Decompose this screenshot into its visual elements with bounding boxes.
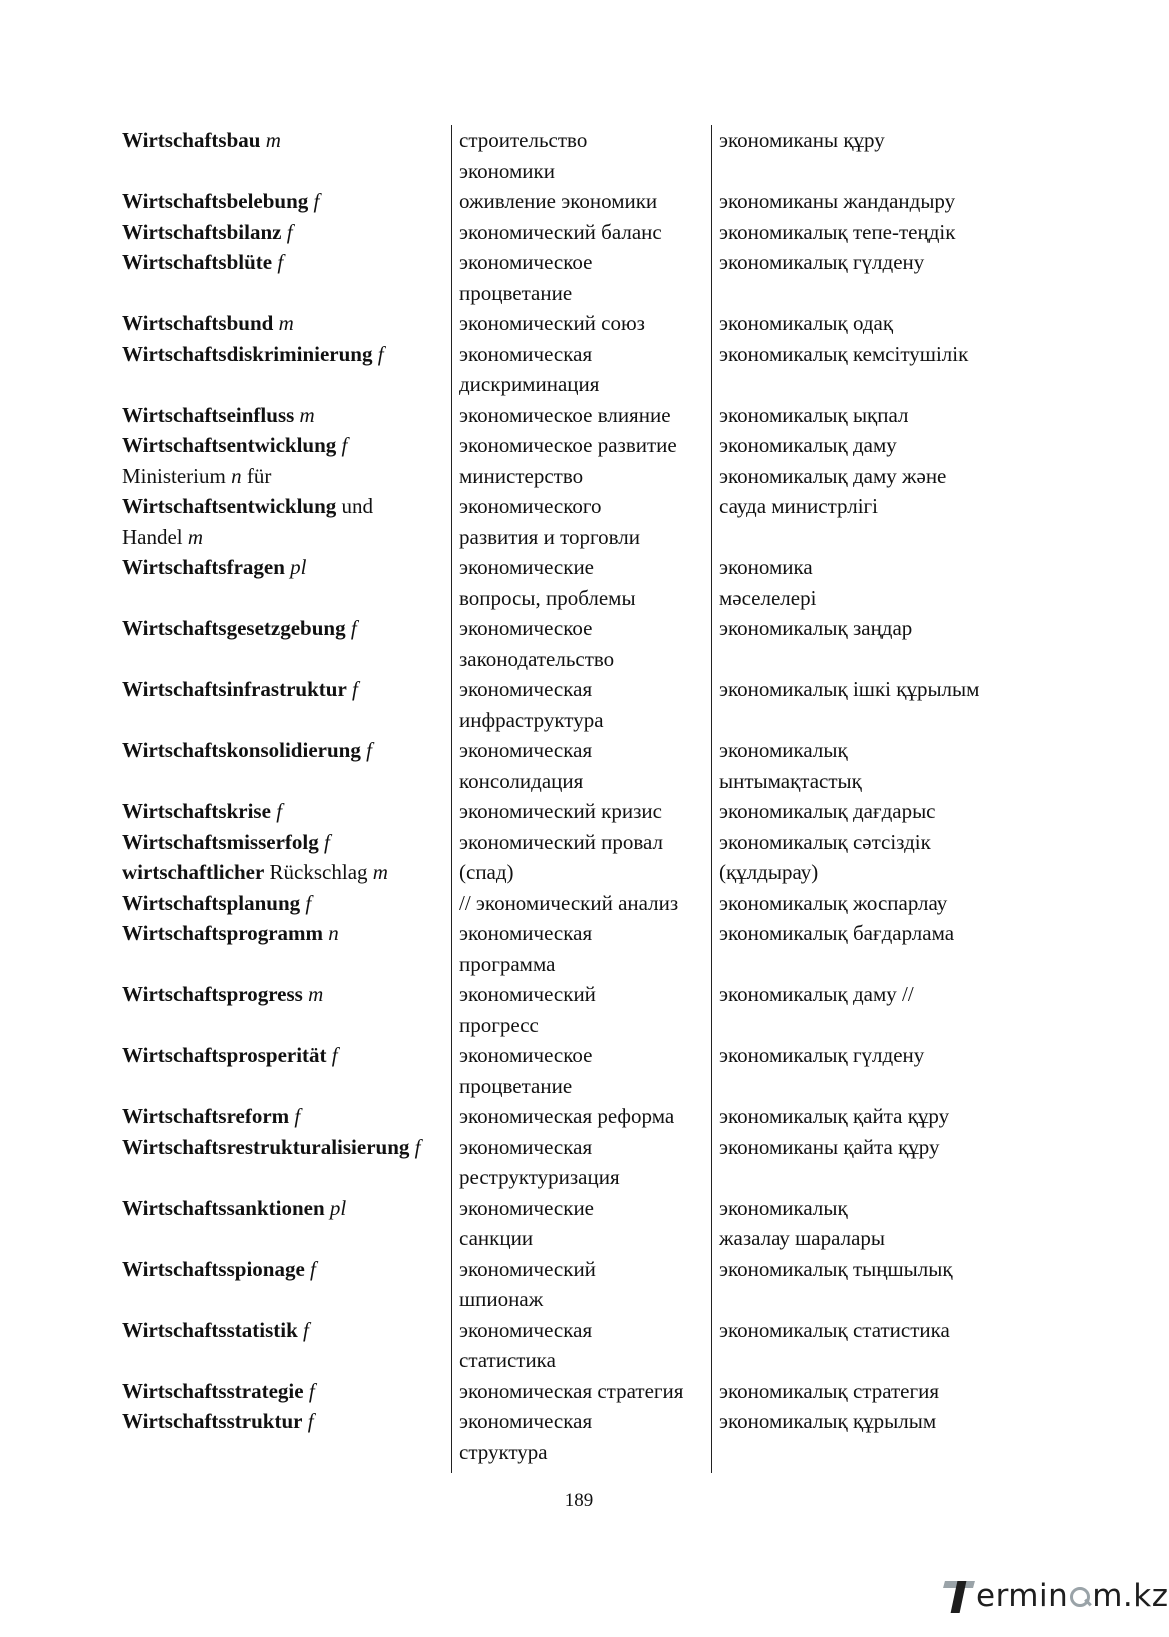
term-line [122,735,372,766]
kazakh-translation [719,552,816,613]
termincom-logo[interactable] [944,1574,1169,1618]
grammatical-gender: f [372,341,384,366]
translation-line: экономиканы құру [719,128,885,152]
term-line [122,857,388,888]
kazakh-translation [719,674,979,705]
term-line [122,1193,346,1224]
term-text: Wirtschaftsprosperität [122,1043,327,1067]
translation-line: экономикалық одақ [719,311,894,335]
russian-translation [459,461,640,553]
grammatical-gender: n [323,921,339,945]
term-text: Wirtschaftsblüte [122,250,273,274]
kazakh-translation [719,979,914,1010]
german-term [122,186,319,217]
kazakh-translation [719,308,893,339]
russian-translation [459,796,662,827]
table-row [0,674,1158,735]
kazakh-translation [719,339,968,370]
translation-line: экономическая реформа [459,1104,675,1128]
term-text: wirtschaftlicher [122,860,265,884]
table-row [0,339,1158,400]
term-line [122,796,282,827]
term-text: Wirtschaftsfragen [122,555,285,579]
table-row [0,735,1158,796]
kazakh-translation [719,1376,939,1407]
german-term [122,1040,338,1071]
grammatical-gender: m [260,128,281,152]
grammatical-gender: f [318,829,330,854]
translation-line: шпионаж [459,1287,544,1311]
grammatical-gender: m [302,982,324,1006]
russian-translation [459,827,663,888]
translation-line: экономическая стратегия [459,1378,684,1403]
table-row [0,1132,1158,1193]
german-term [122,979,323,1010]
term-line [122,1406,314,1437]
grammatical-gender: f [360,738,372,762]
kazakh-translation [719,186,955,217]
term-text: Wirtschaftsrestrukturalisierung [122,1134,410,1159]
kazakh-translation [719,1315,950,1346]
grammatical-gender: f [270,799,283,823]
table-row [0,827,1158,888]
translation-line: экономикалық [719,738,848,762]
translation-line: экономический [459,982,596,1006]
term-line [122,918,339,949]
translation-line: экономика [719,555,813,579]
kazakh-translation [719,1101,949,1132]
translation-line: экономическое [459,1043,593,1067]
translation-line: экономикалық даму // [719,982,914,1006]
russian-translation [459,339,599,400]
grammatical-gender: f [302,1409,314,1433]
russian-translation [459,1132,620,1193]
term-line [122,430,347,461]
term-line [122,888,311,919]
kazakh-translation [719,247,924,278]
russian-translation [459,430,677,461]
term-line [122,979,323,1010]
german-term [122,400,315,431]
kazakh-translation [719,400,908,431]
term-line [122,491,373,522]
term-text: Wirtschaftseinfluss [122,402,295,427]
grammatical-gender: f [281,219,293,244]
kazakh-translation [719,1406,936,1437]
kazakh-translation [719,1040,924,1071]
translation-line: прогресс [459,1012,539,1037]
term-line [122,674,358,705]
translation-line: экономические [459,1195,595,1220]
german-term [122,796,282,827]
russian-translation [459,552,636,613]
russian-translation [459,979,596,1040]
term-text: Wirtschaftsreform [122,1104,290,1128]
glossary-table [0,125,1158,1467]
translation-line: // экономический анализ [459,890,679,915]
kazakh-translation [719,461,946,522]
russian-translation [459,186,657,217]
term-line [122,827,388,858]
kazakh-translation [719,217,955,248]
term-text: Wirtschaftsstatistik [122,1317,298,1342]
translation-line: реструктуризация [459,1165,620,1189]
kazakh-translation [719,125,885,156]
translation-line: программа [459,951,556,976]
russian-translation [459,125,587,186]
grammatical-gender: f [300,890,312,915]
translation-line: экономикалық даму [719,433,897,457]
translation-line: экономикалық заңдар [719,616,913,640]
german-term [122,1132,420,1163]
translation-line: экономиканы қайта құру [719,1134,940,1159]
translation-line: консолидация [459,768,584,793]
table-row [0,1254,1158,1315]
russian-translation [459,613,614,674]
german-term [122,339,384,370]
kazakh-translation [719,735,862,796]
table-row [0,613,1158,674]
translation-line: сауда министрлігі [719,494,879,518]
term-line [122,613,357,644]
term-text: Wirtschaftsbund [122,311,274,335]
translation-line: (құлдырау) [719,860,819,884]
term-text: Wirtschaftsentwicklung [122,433,337,457]
grammatical-gender: f [289,1104,301,1128]
translation-line: экономическое [459,250,593,274]
kazakh-translation [719,918,954,949]
russian-translation [459,308,645,339]
translation-line: экономикалық стратегия [719,1378,939,1403]
logo-t-mark-icon [944,1579,974,1613]
german-term [122,430,347,461]
translation-line: инфраструктура [459,707,604,732]
term-line [122,1315,309,1346]
translation-line: законодательство [459,646,615,671]
logo-text-part2: m.kz [1092,1578,1169,1614]
translation-line: экономикалық даму және [719,463,947,488]
translation-line: экономикалық дағдарыс [719,799,936,823]
translation-line: экономическая [459,341,593,366]
term-line [122,400,315,431]
translation-line: экономикалық статистика [719,1317,950,1342]
grammatical-gender: f [409,1134,421,1159]
translation-line: санкции [459,1226,534,1250]
translation-line: министерство [459,463,584,488]
grammatical-gender: m [187,524,204,549]
translation-line: экономическая [459,921,593,945]
term-line [122,247,283,278]
translation-line: строительство [459,128,588,152]
translation-line: экономическая [459,1409,593,1433]
translation-line: статистика [459,1348,556,1372]
term-text: Wirtschaftsprogress [122,982,303,1006]
term-text: Handel [122,524,188,549]
translation-line: экономическое [459,616,593,640]
translation-line: экономические [459,555,595,579]
translation-line: развития и торговли [459,524,640,549]
term-text: Wirtschaftsstruktur [122,1409,303,1433]
kazakh-translation [719,888,947,919]
german-term [122,552,307,583]
translation-line: экономикалық ішкі құрылым [719,677,980,701]
translation-line: экономическое развитие [459,433,677,457]
term-line [122,1376,315,1407]
translation-line: структура [459,1439,548,1464]
translation-line: экономикалық құрылым [719,1409,937,1433]
term-text: Ministerium [122,463,232,488]
table-row [0,186,1158,217]
german-term [122,918,339,949]
table-row [0,217,1158,248]
term-text: Wirtschaftsgesetzgebung [122,616,346,640]
grammatical-gender: m [273,311,294,335]
translation-line: процветание [459,1073,573,1098]
translation-line: мәселелері [719,585,817,610]
grammatical-gender: f [304,1256,316,1281]
term-text: und [336,494,374,518]
term-line [122,522,373,553]
logo-text-part1: ermin [976,1578,1069,1614]
german-term [122,461,373,553]
magnifier-icon [1069,1583,1091,1609]
translation-line: (спад) [459,860,514,884]
translation-line: экономическая [459,1134,593,1159]
translation-line: жазалау шаралары [719,1226,886,1250]
term-text: Wirtschaftskonsolidierung [122,738,361,762]
translation-line: дискриминация [459,372,600,396]
table-row [0,308,1158,339]
german-term [122,1254,316,1285]
table-row [0,400,1158,431]
russian-translation [459,1101,674,1132]
grammatical-gender: f [326,1043,338,1067]
term-line [122,186,319,217]
grammatical-gender: f [297,1317,309,1342]
translation-line: экономиканы жандандыру [719,189,956,213]
page-number: 189 [564,1490,594,1511]
translation-line: ынтымақтастық [719,768,862,793]
table-row [0,1376,1158,1407]
russian-translation [459,217,662,248]
table-row [0,888,1158,919]
translation-line: экономический провал [459,829,664,854]
table-row [0,979,1158,1040]
german-term [122,1101,300,1132]
term-text: Rückschlag [264,860,373,884]
grammatical-gender: n [231,463,242,488]
russian-translation [459,1315,592,1376]
translation-line: экономикалық [719,1195,848,1220]
german-term [122,613,357,644]
translation-line: вопросы, проблемы [459,585,636,610]
translation-line: экономикалық бағдарлама [719,921,955,945]
german-term [122,827,388,888]
translation-line: экономическое влияние [459,402,671,427]
german-term [122,308,294,339]
russian-translation [459,918,592,979]
grammatical-gender: pl [324,1195,347,1220]
russian-translation [459,735,592,796]
term-text: Wirtschaftsinfrastruktur [122,677,347,701]
translation-line: экономическая [459,1317,593,1342]
table-row [0,125,1158,186]
translation-line: экономики [459,158,555,183]
german-term [122,735,372,766]
kazakh-translation [719,1193,885,1254]
term-text: Wirtschaftskrise [122,799,271,823]
german-term [122,217,293,248]
russian-translation [459,1040,592,1101]
translation-line: экономикалық гүлдену [719,1043,925,1067]
term-line [122,125,281,156]
translation-line: экономическая [459,738,593,762]
russian-translation [459,400,671,431]
term-text: Wirtschaftsstrategie [122,1378,304,1403]
translation-line: экономический баланс [459,219,662,244]
table-row [0,247,1158,308]
kazakh-translation [719,796,936,827]
grammatical-gender: f [308,189,320,213]
grammatical-gender: f [336,433,348,457]
grammatical-gender: f [346,677,358,701]
translation-line: экономикалық тепе-теңдік [719,219,956,244]
kazakh-translation [719,613,912,644]
grammatical-gender: pl [284,555,307,579]
grammatical-gender: f [303,1378,315,1403]
translation-line: экономического [459,494,602,518]
russian-translation [459,1406,592,1467]
term-text: Wirtschaftsbelebung [122,189,309,213]
term-text: Wirtschaftsbau [122,128,261,152]
translation-line: экономический союз [459,311,645,335]
kazakh-translation [719,827,931,888]
table-row [0,1315,1158,1376]
german-term [122,1406,314,1437]
russian-translation [459,1376,683,1407]
term-text: Wirtschaftsentwicklung [122,494,337,518]
russian-translation [459,247,592,308]
term-line [122,1040,338,1071]
translation-line: экономикалық ықпал [719,402,909,427]
term-text: Wirtschaftsbilanz [122,219,282,244]
term-line [122,339,384,370]
grammatical-gender: f [272,250,284,274]
kazakh-translation [719,430,897,461]
kazakh-translation [719,1254,953,1285]
russian-translation [459,1254,596,1315]
table-row [0,1101,1158,1132]
translation-line: экономический кризис [459,799,662,823]
term-text: Wirtschaftsmisserfolg [122,829,319,854]
table-row [0,461,1158,553]
translation-line: экономикалық қайта құру [719,1104,950,1128]
translation-line: оживление экономики [459,189,658,213]
term-line [122,552,307,583]
german-term [122,1315,309,1346]
term-line [122,217,293,248]
translation-line: процветание [459,280,573,305]
table-row [0,430,1158,461]
table-row [0,552,1158,613]
translation-line: экономикалық гүлдену [719,250,925,274]
german-term [122,247,283,278]
translation-line: экономикалық сәтсіздік [719,829,931,854]
translation-line: экономикалық жоспарлау [719,890,948,915]
table-row [0,796,1158,827]
table-row [0,1040,1158,1101]
term-line [122,1254,316,1285]
term-text: für [241,463,272,488]
german-term [122,1193,346,1224]
russian-translation [459,1193,594,1254]
table-row [0,1406,1158,1467]
grammatical-gender: m [294,402,315,427]
russian-translation [459,888,678,919]
term-line [122,1101,300,1132]
german-term [122,888,311,919]
table-row [0,918,1158,979]
table-row [0,1193,1158,1254]
term-text: Wirtschaftsdiskriminierung [122,341,373,366]
term-text: Wirtschaftsplanung [122,890,301,915]
term-text: Wirtschaftsspionage [122,1256,305,1281]
german-term [122,125,281,156]
german-term [122,1376,315,1407]
translation-line: экономикалық кемсітушілік [719,341,969,366]
grammatical-gender: f [345,616,357,640]
kazakh-translation [719,1132,940,1163]
translation-line: экономикалық тыңшылық [719,1256,953,1281]
german-term [122,674,358,705]
term-line [122,461,373,492]
term-text: Wirtschaftssanktionen [122,1195,325,1220]
translation-line: экономическая [459,677,593,701]
term-line [122,308,294,339]
grammatical-gender: m [372,860,388,884]
translation-line: экономический [459,1256,596,1281]
russian-translation [459,674,604,735]
term-text: Wirtschaftsprogramm [122,921,324,945]
term-line [122,1132,420,1163]
